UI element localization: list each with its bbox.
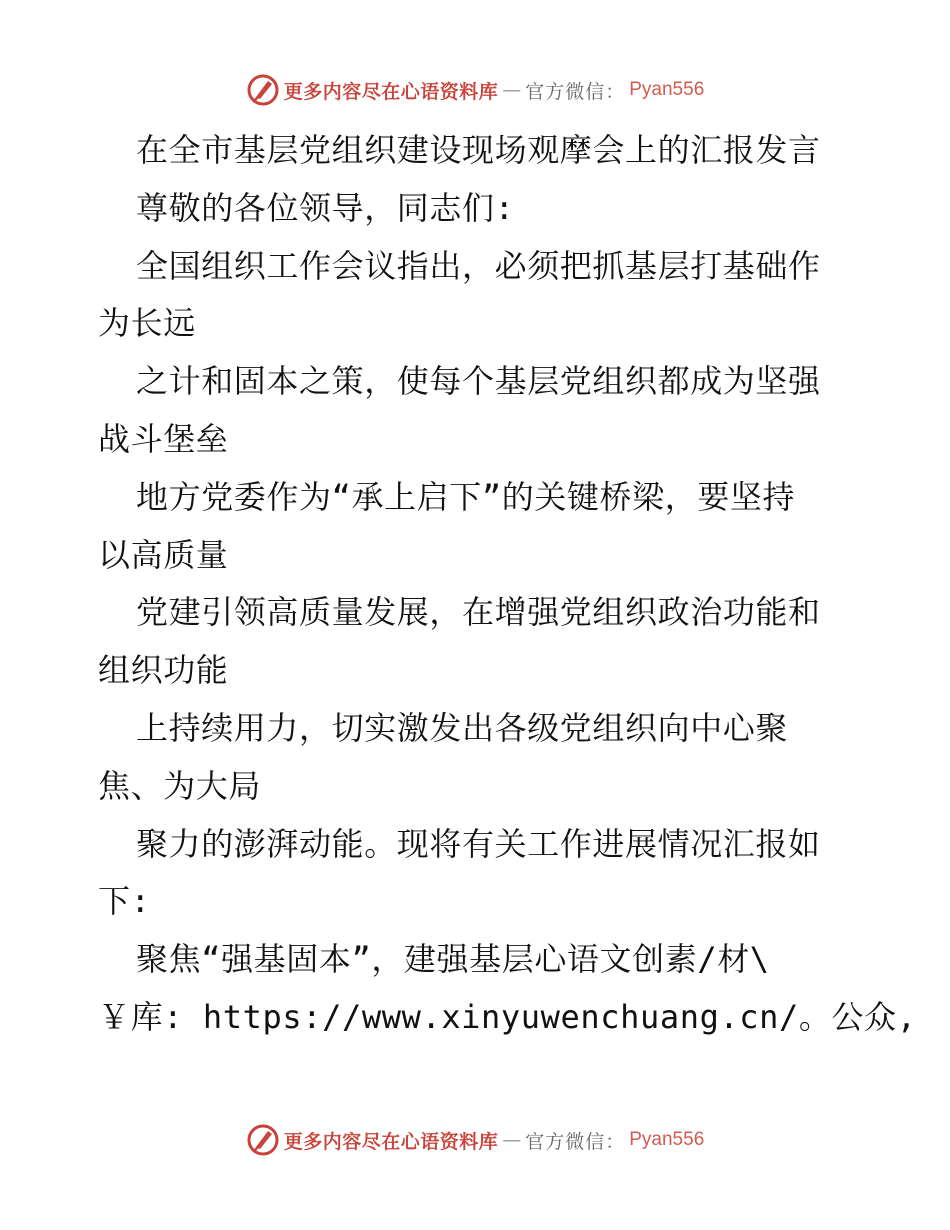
footer-banner-inner	[246, 1123, 705, 1157]
paragraph-line: 党建引领高质量发展，在增强党组织政治功能和	[136, 593, 821, 632]
document-body	[98, 122, 917, 1047]
header-banner-inner	[246, 73, 705, 107]
paragraph-line-wrap: 以高质量	[98, 535, 229, 574]
document-title-line: 在全市基层党组织建设现场观摩会上的汇报发言	[136, 131, 821, 169]
footer-wechat-id: Pyan556	[629, 1129, 705, 1150]
header-banner-dash: —	[502, 79, 522, 101]
salutation-line: 尊敬的各位领导，同志们:	[136, 188, 515, 227]
quill-pen-logo-icon	[246, 73, 280, 107]
paragraph-line-wrap: 下:	[98, 882, 151, 921]
paragraph-line-wrap: 组织功能	[98, 651, 229, 690]
paragraph-line-wrap: 为长远	[98, 304, 196, 343]
header-banner-text: 更多内容尽在心语资料库	[283, 80, 499, 103]
footer-banner-dash: —	[502, 1129, 522, 1151]
url-line: ￥库: https://www.xinyuwenchuang.cn/。公众,	[98, 997, 917, 1036]
footer-wechat-label: 官方微信：	[525, 1130, 626, 1153]
paragraph-line: 之计和固本之策，使每个基层党组织都成为坚强	[136, 362, 821, 401]
header-banner	[0, 72, 950, 108]
paragraph-line: 地方党委作为“承上启下”的关键桥梁，要坚持	[136, 477, 796, 516]
paragraph-line-wrap: 焦、为大局	[98, 766, 262, 805]
paragraph-line: 聚力的澎湃动能。现将有关工作进展情况汇报如	[136, 824, 821, 863]
header-wechat-label: 官方微信：	[525, 80, 626, 103]
footer-banner	[0, 1122, 950, 1158]
paragraph-line: 全国组织工作会议指出，必须把抓基层打基础作	[136, 246, 821, 285]
header-wechat-id: Pyan556	[629, 79, 705, 100]
paragraph-line-wrap: 战斗堡垒	[98, 419, 229, 458]
paragraph-line: 聚焦“强基固本”，建强基层心语文创素/材\	[136, 940, 770, 979]
quill-pen-logo-icon	[246, 1123, 280, 1157]
paragraph-line: 上持续用力，切实激发出各级党组织向中心聚	[136, 708, 789, 747]
footer-banner-text: 更多内容尽在心语资料库	[283, 1130, 499, 1153]
